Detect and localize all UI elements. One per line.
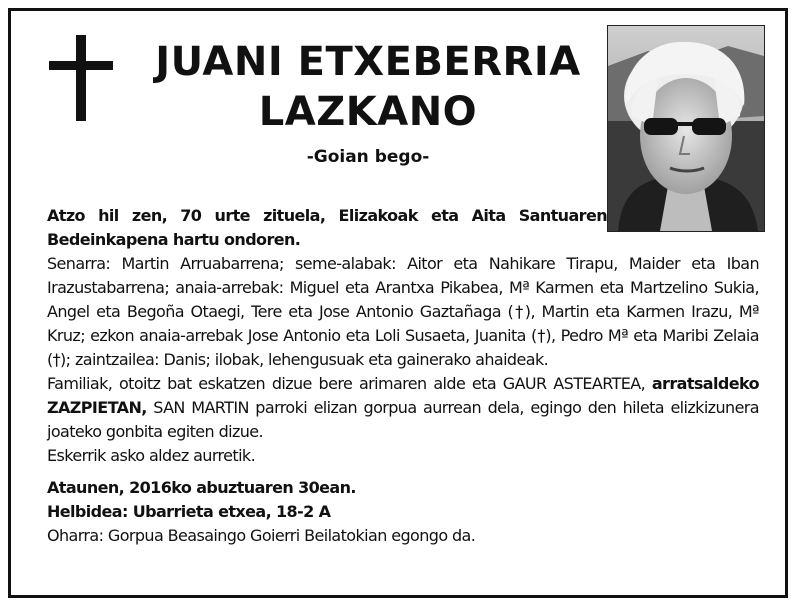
notice-body xyxy=(47,204,759,548)
death-announcement: Atzo hil zen, 70 urte zituela, Elizakoak eta Aita Santuaren Bedeinkapena hartu ondoren. xyxy=(47,206,607,249)
subtitle: -Goian bego- xyxy=(306,147,430,167)
name-line-1: JUANI ETXEBERRIA xyxy=(155,39,581,85)
deceased-name xyxy=(123,37,613,137)
invitation-time: arratsaldeko ZAZPIETAN, xyxy=(47,374,759,417)
portrait-photo xyxy=(607,25,765,232)
invitation-text-1: Familiak, otoitz bat eskatzen dizue bere arimaren alde eta GAUR ASTEARTEA, xyxy=(47,374,652,393)
cross-icon xyxy=(49,35,113,121)
place-date: Atаunen, 2016ko abuztuaren 30ean. xyxy=(47,478,356,497)
home-address: Helbidea: Ubarrieta etxea, 18-2 A xyxy=(47,502,331,521)
obituary-notice xyxy=(8,8,788,598)
funeral-invitation xyxy=(47,372,759,444)
relatives-list: Senarra: Martin Arruabarrena; seme-alabak: Aitor eta Nahikare Tirapu, Maider eta Iban Irazustabarrena; anaia-arrebak: Miguel eta Arantxa Pikabea, Mª Karmen eta Martzelino Sukia, Angel eta Begoña Otaegi, Tere eta Jose Antonio Gaztañaga (†), Martin eta Karmen Irazu, Mª Kruz; ezkon anaia-arrebak Jose Antonio eta Loli Susaeta, Juanita (†), Pedro Mª eta Maribi Zelaia (†); zaintzailea: Danis; ilobak, lehengusuak eta gainerako ahaideak. xyxy=(47,254,759,369)
thanks-line: Eskerrik asko aldez aurretik. xyxy=(47,446,256,465)
invitation-text-2: SAN MARTIN parroki elizan gorpua aurrean dela, egingo den hileta elizkizunera joateko gonbita egiten dizue. xyxy=(47,398,759,441)
wake-note: Oharra: Gorpua Beasaingo Goierri Beilatokian egongo da. xyxy=(47,526,476,545)
name-line-2: LAZKANO xyxy=(258,89,478,135)
